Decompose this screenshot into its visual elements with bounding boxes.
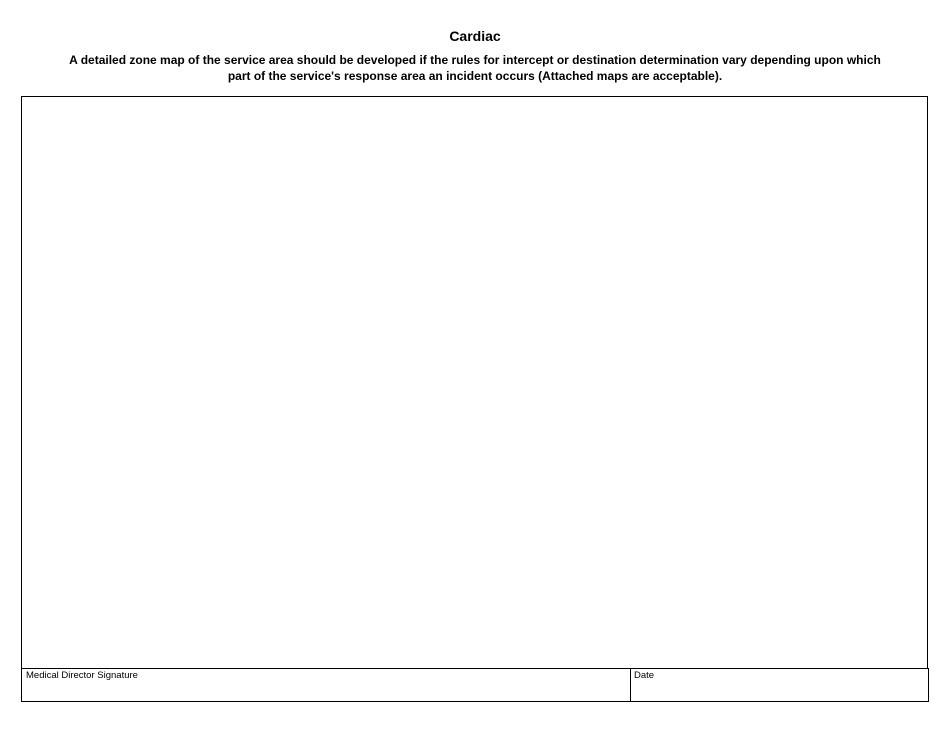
instructions [40,52,910,84]
signature-field[interactable] [22,669,631,701]
date-field[interactable] [631,669,928,701]
signature-row [21,668,929,702]
zone-map-area[interactable] [21,96,928,669]
instructions-line-1: A detailed zone map of the service area should be developed if the rules for intercept or destination determination vary depending upon which [69,53,881,67]
date-label: Date [634,670,655,681]
instructions-line-2: part of the service's response area an incident occurs (Attached maps are acceptable). [227,69,723,83]
signature-label: Medical Director Signature [26,670,138,681]
page-title: Cardiac [449,28,501,44]
